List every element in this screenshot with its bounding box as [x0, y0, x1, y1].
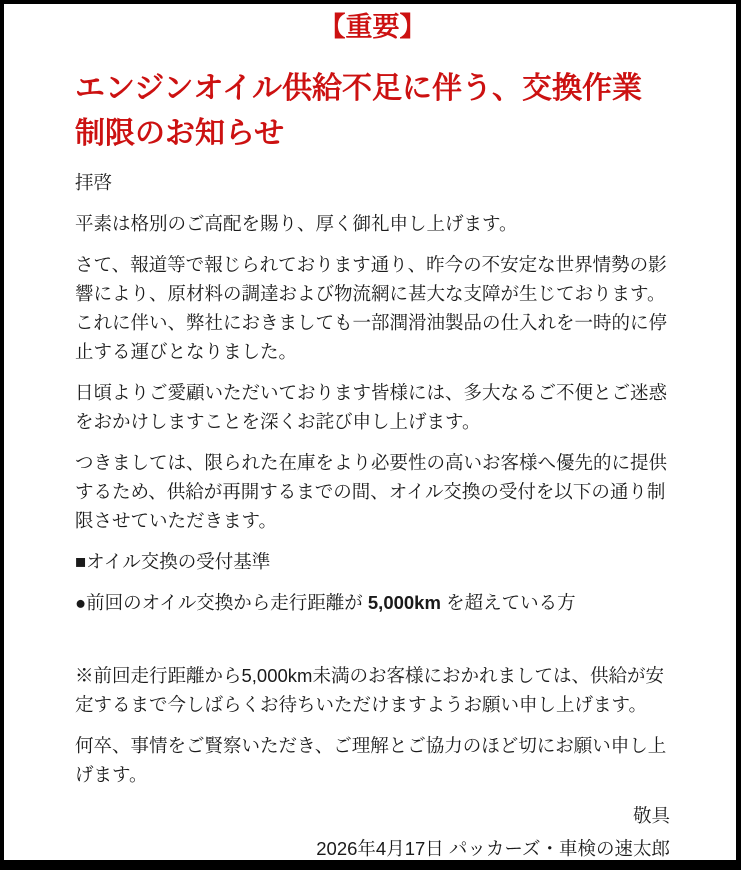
criteria-bullet-distance: 5,000km: [367, 592, 441, 613]
date-signature: 2026年4月17日 パッカーズ・車検の速太郎: [316, 838, 670, 859]
notice-title-line-2: 制限のお知らせ: [75, 117, 285, 150]
notice-page: [4, 4, 736, 860]
greeting-paragraph: 平素は格別のご高配を賜り、厚く御礼申し上げます。: [75, 213, 518, 234]
closing-word: 敬具: [632, 805, 670, 826]
notice-title: [75, 66, 670, 156]
note-paragraph: ※前回走行距離から5,000km未満のお客様におかれましては、供給が安定するまで今しばらくお待ちいただけますようお願い申し上げます。: [75, 665, 664, 715]
request-paragraph: 何卒、事情をご賢察いただき、ご理解とご協力のほど切にお願い申し上げます。: [75, 735, 667, 785]
notice-title-line-1: エンジンオイル供給不足に伴う、交換作業: [75, 72, 642, 105]
criteria-heading: ■オイル交換の受付基準: [75, 551, 271, 572]
criteria-bullet-prefix: ●前回のオイル交換から走行距離が: [75, 592, 368, 613]
background-paragraph: さて、報道等で報じられております通り、昨今の不安定な世界情勢の影響により、原材料の調達および物流網に甚大な支障が生じております。これに伴い、弊社におきましても一部潤滑油製品の仕入れを一時的に停止する運びとなりました。: [75, 254, 668, 362]
importance-tag: 【重要】: [318, 12, 427, 42]
apology-paragraph: 日頃よりご愛顧いただいております皆様には、多大なるご不便とご迷惑をおかけしますことを深くお詫び申し上げます。: [75, 382, 668, 432]
salutation: 拝啓: [75, 172, 113, 193]
criteria-bullet: [75, 588, 670, 617]
criteria-bullet-suffix: を超えている方: [440, 592, 576, 613]
restriction-paragraph: つきましては、限られた在庫をより必要性の高いお客様へ優先的に提供するため、供給が再開するまでの間、オイル交換の受付を以下の通り制限させていただきます。: [75, 452, 668, 531]
